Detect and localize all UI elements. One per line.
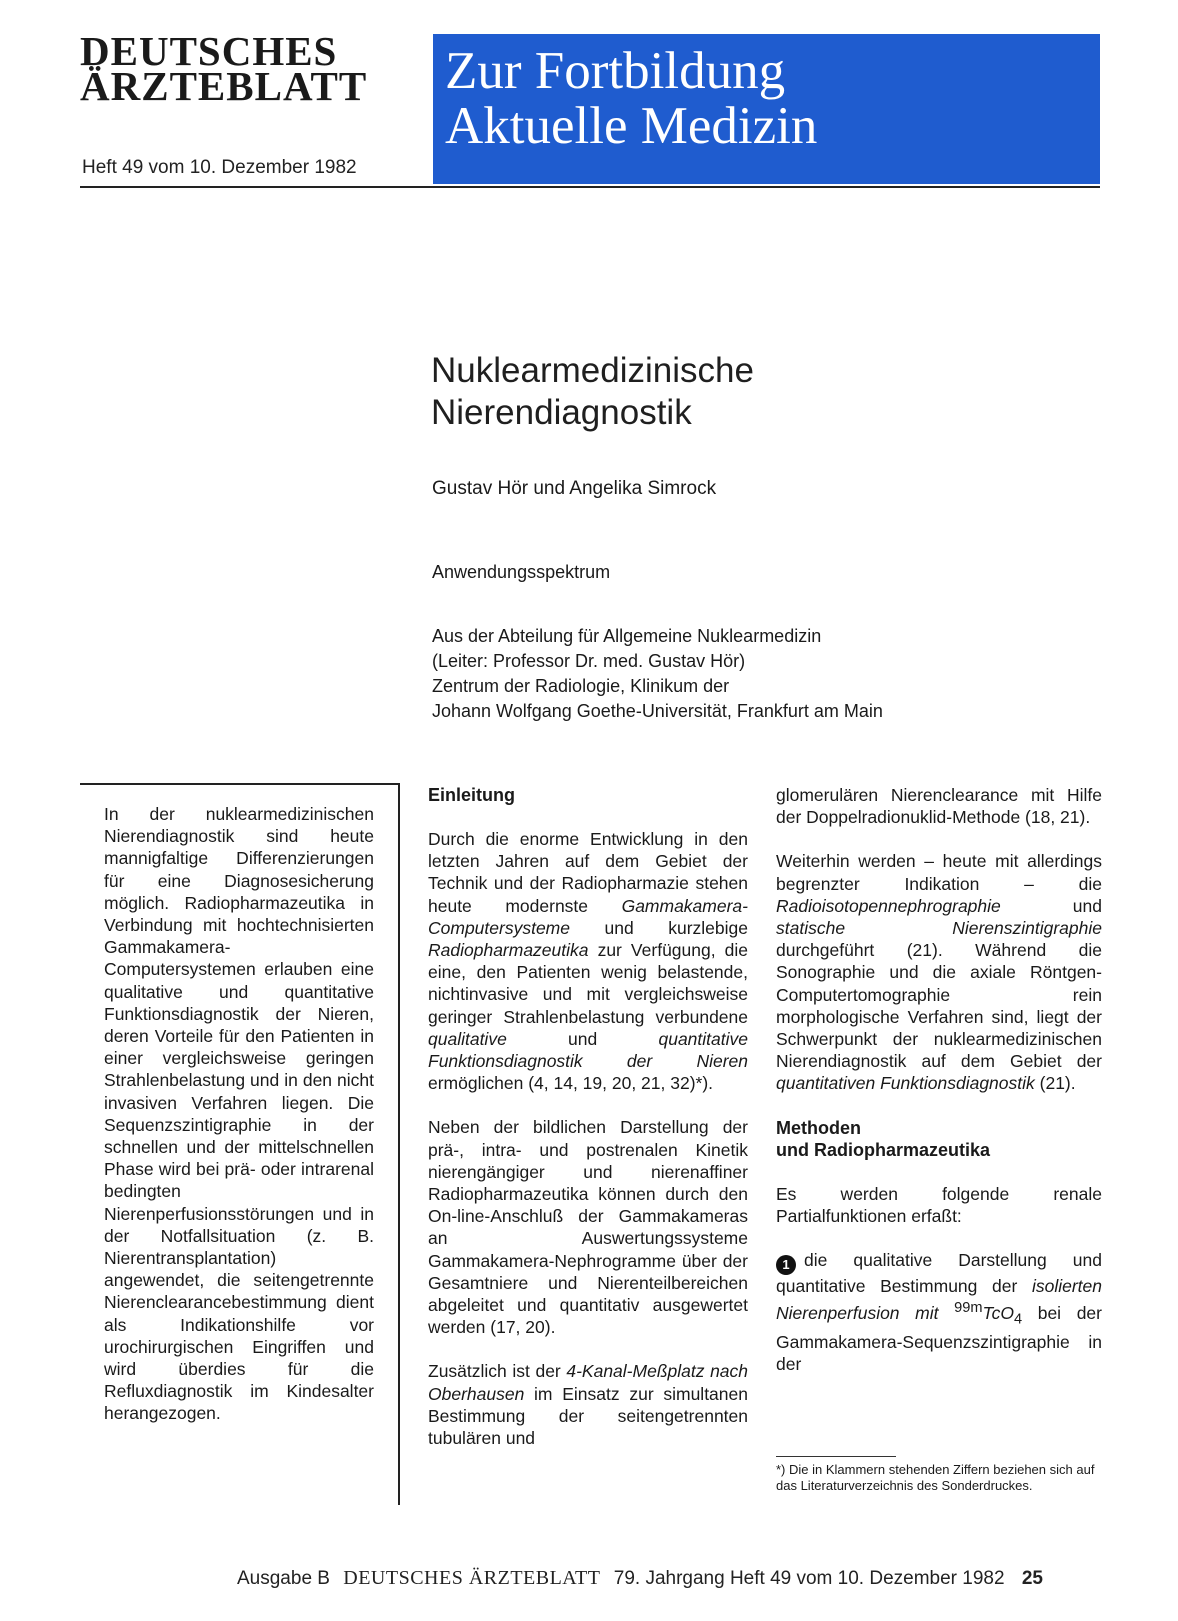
summary-text: In der nuklearmedizinischen Nierendiagnostik sind heute mannigfaltige Differenzierungen für eine Diagnosesicherung möglich. Radiopharmazeutika in Verbindung mit hochtechnisierten Gammakamera-Computersystemen erlauben eine qualitative und quantitative Funktionsdiagnostik der Nieren, deren Vorteile für den Patienten in einer vergleichsweise geringen Strahlenbelastung und in den nicht invasiven Verfahren liegen. Die Sequenzszintigraphie in der schnellen und der mittelschnellen Phase wird bei prä- oder intrarenal bedingten Nierenperfusionsstörungen und in der Notfallsituation (z. B. Nierentransplantation) angewendet, die seitengetrennte Nierenclearancebestimmung dient als Indikationshilfe vor urochirurgischen Eingriffen und wird überdies für die Refluxdiagnostik im Kindesalter herangezogen. [104,804,374,1424]
affiliation-line: Zentrum der Radiologie, Klinikum der [432,676,730,696]
numbered-bullet-icon: 1 [776,1255,796,1275]
affiliation-line: (Leiter: Professor Dr. med. Gustav Hör) [432,651,746,671]
article-title [431,350,754,434]
article-authors: Gustav Hör und Angelika Simrock [432,478,717,499]
list-item: 1 die qualitative Darstellung und quantitative Bestimmung der isolierten Nierenperfusion mit $^{99m}$TcO$_4$ bei der Gammakamera-Sequenzszintigraphie in der [776,1250,1102,1374]
section-banner-line1: Zur Fortbildung [445,42,786,100]
journal-name-line2: ÄRZTEBLATT [80,63,368,109]
article-subtitle: Anwendungsspektrum [432,562,611,582]
footer-edition: Ausgabe B [237,1568,330,1589]
issue-date: Heft 49 vom 10. Dezember 1982 [82,157,357,178]
article-affiliation [432,624,883,724]
footnote: *) Die in Klammern stehenden Ziffern beziehen sich auf das Literaturverzeichnis des Sonderdruckes. [776,1462,1095,1493]
page-footer [237,1567,1043,1590]
section-banner [433,34,1100,184]
section-heading-methoden: Methoden und Radiopharmazeutika [776,1117,991,1160]
section-heading-einleitung: Einleitung [428,785,515,805]
header-rule [80,186,1100,188]
journal-name-line1: DEUTSCHES [80,28,338,74]
footnote-rule [776,1456,896,1457]
column-methods [776,784,1102,1397]
article-title-line2: Nierendiagnostik [431,393,692,432]
page-number: 25 [1021,1568,1043,1589]
affiliation-line: Aus der Abteilung für Allgemeine Nuklearmedizin [432,626,822,646]
affiliation-line: Johann Wolfgang Goethe-Universität, Frankfurt am Main [432,701,883,721]
section-banner-line2: Aktuelle Medizin [445,97,818,155]
paragraph: Es werden folgende renale Partialfunktionen erfaßt: [776,1183,1102,1226]
paragraph: Weiterhin werden – heute mit allerdings begrenzter Indikation – die Radioisotopennephrographie und statische Nierenszintigraphie durchgeführt (21). Während die Sonographie und die axiale Röntgen-Computertomographie rein morphologische Verfahren sind, liegt der Schwerpunkt der nuklearmedizinischen Nierendiagnostik auf dem Gebiet der quantitativen Funktionsdiagnostik (21). [776,851,1102,1094]
paragraph: Zusätzlich ist der 4-Kanal-Meßplatz nach Oberhausen im Einsatz zur simultanen Bestimmung der seitengetrennten tubulären und [428,1361,749,1449]
column-introduction [428,784,748,1471]
article-title-line1: Nuklearmedizinische [431,351,754,390]
paragraph: glomerulären Nierenclearance mit Hilfe der Doppelradionuklid-Methode (18, 21). [776,785,1102,828]
footer-journal: DEUTSCHES ÄRZTEBLATT [343,1567,601,1589]
footer-volume: 79. Jahrgang Heft 49 vom 10. Dezember 1982 [613,1568,1005,1589]
journal-masthead [80,28,410,109]
paragraph: Neben der bildlichen Darstellung der prä-, intra- und postrenalen Kinetik nierengängiger und nierenaffiner Radiopharmazeutika können durch den On-line-Anschluß der Gammakameras an Auswertungssysteme Gammakamera-Nephrogramme über der Gesamtniere und Nierenteilbereichen abgeleitet und quantitativ ausgewertet werden (17, 20). [428,1117,748,1338]
paragraph: Durch die enorme Entwicklung in den letzten Jahren auf dem Gebiet der Technik und der Radiopharmazie stehen heute modernste Gammakamera-Computersysteme und kurzlebige Radiopharmazeutika zur Verfügung, die eine, den Patienten wenig belastende, nichtinvasive und mit vergleichsweise geringer Strahlenbelastung verbundene qualitative und quantitative Funktionsdiagnostik der Nieren ermöglichen (4, 14, 19, 20, 21, 32)*). [428,829,748,1094]
